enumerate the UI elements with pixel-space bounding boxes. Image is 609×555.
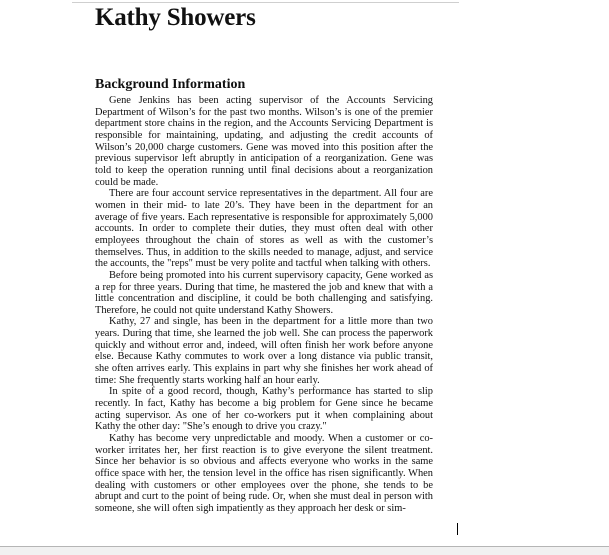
document-title: Kathy Showers (95, 4, 256, 31)
paragraph: Kathy, 27 and single, has been in the department for a little more than two years. During that time, she learned the job well. She can process the paperwork quickly and without error and, indeed, will often finish her work before anyone else. Because Kathy commutes to work over a long distance via public transit, she often arrives early. This explains in part why she finishes her work ahead of time: She frequently starts working half an hour early. (95, 316, 433, 386)
section-heading: Background Information (95, 77, 246, 92)
paragraph: Kathy has become very unpredictable and moody. When a customer or co-worker irritates her, her first reaction is to give everyone the silent treatment. Since her behavior is so obvious and affects everyone who works in the same office space with her, the tension level in the office has risen significantly. When dealing with customers or other employees over the phone, she tends to be abrupt and curt to the point of being rude. Or, when she must deal in person with someone, she will often sigh impatiently as they approach her desk or sim- (95, 433, 433, 514)
paragraph: Gene Jenkins has been acting supervisor of the Accounts Servicing Department of Wilson’s for the past two months. Wilson’s is one of the premier department store chains in the region, and the Accounts Servicing Department is responsible for maintaining, updating, and adjusting the credit accounts of Wilson’s 20,000 charge customers. Gene was moved into this position after the previous supervisor left abruptly in anticipation of a reorganization. Gene was told to keep the operation running until final decisions about a reorganization could be made. (95, 95, 433, 188)
paragraph: There are four account service representatives in the department. All four are women in their mid- to late 20’s. They have been in the department for an average of five years. Each representative is responsible for approximately 5,000 accounts. In order to complete their duties, they must often deal with other employees throughout the chain of stores as well as with the customer’s themselves. Thus, in addition to the skills needed to manage, adjust, and service the accounts, the "reps" must be very polite and tactful when talking with others. (95, 188, 433, 270)
body-text (95, 95, 433, 515)
paragraph: In spite of a good record, though, Kathy’s performance has started to slip recently. In fact, Kathy has become a big problem for Gene since he became acting supervisor. As one of her co-workers put it when complaining about Kathy the other day: "She’s enough to drive you crazy." (95, 386, 433, 433)
text-cursor (457, 523, 458, 535)
paragraph: Before being promoted into his current supervisory capacity, Gene worked as a rep for three years. During that time, he mastered the job and knew that with a little concentration and discipline, it could be both challenging and satisfying. Therefore, he could not quite understand Kathy Showers. (95, 269, 433, 316)
bottom-strip (0, 547, 609, 555)
